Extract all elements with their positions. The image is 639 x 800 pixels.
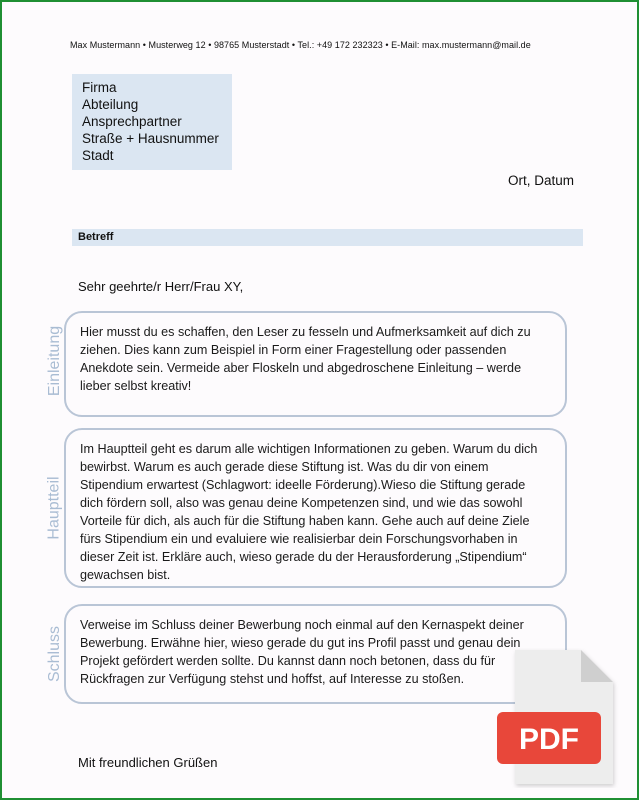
salutation: Sehr geehrte/r Herr/Frau XY, — [78, 279, 244, 294]
section-text-conclusion: Verweise im Schluss deiner Bewerbung noch einmal auf den Kernaspekt deiner Bewerbung. Erwähne hier, wieso gerade du gut ins Profil passt und genau dein Projekt gefördert werden sollte. Du kannst dann noch betonen, dass du für Rückfragen zur Verfügung stehst und hoffst, auf Interesse zu stoßen. — [80, 618, 524, 686]
section-label-main-text: Hauptteil — [46, 476, 63, 540]
recipient-address-block — [72, 74, 232, 170]
section-box-main — [64, 428, 567, 588]
section-text-intro: Hier musst du es schaffen, den Leser zu fesseln und Aufmerksamkeit auf dich zu ziehen. Dies kann zum Beispiel in Form einer Fragestellung oder passenden Anekdote sein. Vermeide aber Floskeln und abgedroschene Einleitung – werde lieber selbst kreativ! — [80, 325, 531, 393]
closing-phrase: Mit freundlichen Grüßen — [78, 755, 218, 770]
pdf-file-icon-graphic — [493, 648, 619, 788]
section-label-conclusion-text: Schluss — [46, 625, 63, 683]
pdf-label: PDF — [519, 723, 579, 756]
pdf-file-icon[interactable] — [493, 648, 619, 788]
recipient-department: Abteilung — [82, 97, 139, 112]
section-box-intro — [64, 311, 567, 417]
recipient-street: Straße + Hausnummer — [82, 131, 219, 146]
recipient-company: Firma — [82, 80, 117, 95]
pdf-fold-shape — [581, 650, 613, 682]
subject-line: Betreff — [72, 229, 583, 246]
section-label-intro-text: Einleitung — [46, 325, 63, 397]
place-date: Ort, Datum — [507, 173, 574, 188]
section-text-main: Im Hauptteil geht es darum alle wichtigen Informationen zu geben. Warum du dich bewirbst. Warum es auch gerade diese Stiftung ist. Was du dir von einem Stipendium erwartest (Schlagwort: ideelle Förderung).Wieso die Stiftung gerade dich fördern soll, also was genau deine Kompetenzen sind, und wie das sowohl Vorteile für dich, als auch für die Stiftung haben kann. Gehe auch auf deine Ziele fürs Stipendium ein und evaluiere wie realisierbar dein Forschungsvorhaben in dieser Zeit ist. Erkläre auch, wieso gerade du der Herausforderung „Stipendium“ gewachsen bist. — [80, 442, 538, 582]
section-box-conclusion — [64, 604, 567, 704]
recipient-contact: Ansprechpartner — [82, 114, 182, 129]
sender-line: Max Mustermann • Musterweg 12 • 98765 Musterstadt • Tel.: +49 172 232323 • E-Mail: max.mustermann@mail.de — [70, 40, 531, 50]
recipient-city: Stadt — [82, 148, 114, 163]
